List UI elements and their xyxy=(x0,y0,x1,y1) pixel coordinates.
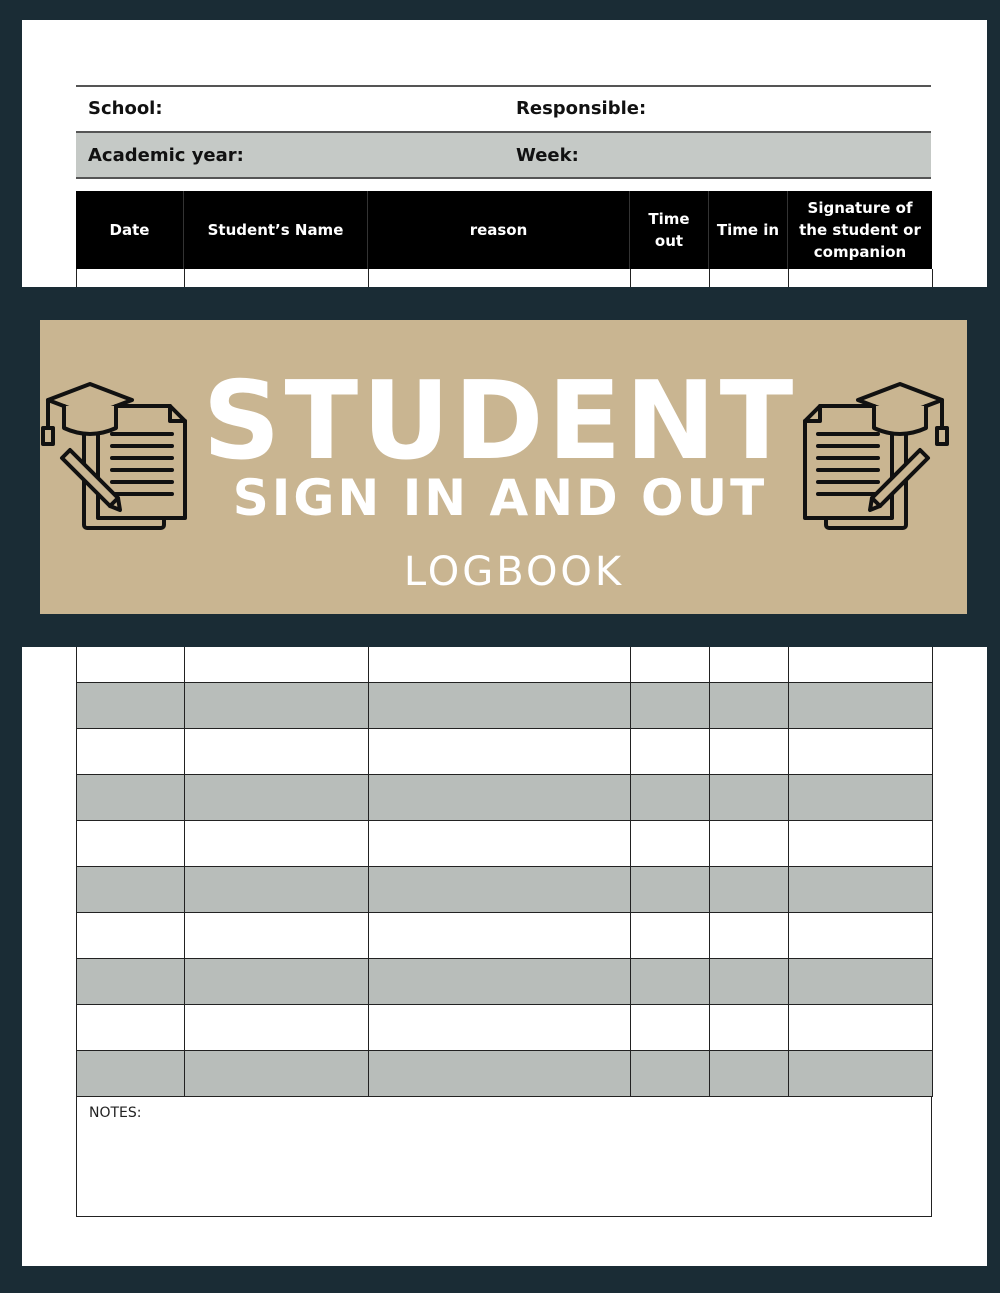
table-row xyxy=(77,821,933,867)
title-logbook: LOGBOOK xyxy=(403,549,625,595)
column-header-date: Date xyxy=(76,191,184,269)
column-header-reason: reason xyxy=(368,191,630,269)
table-row xyxy=(77,683,933,729)
column-header-time-out: Time out xyxy=(630,191,709,269)
table-row xyxy=(77,729,933,775)
table-row xyxy=(77,647,933,683)
title-student: STUDENT xyxy=(202,359,798,484)
table-row xyxy=(77,913,933,959)
column-header-signature: Signature of the student or companion xyxy=(799,199,921,261)
academic-year-row xyxy=(76,131,931,179)
notes-box xyxy=(76,1097,932,1217)
week-label: Week: xyxy=(516,144,579,166)
table-row xyxy=(77,959,933,1005)
school-label: School: xyxy=(88,98,163,119)
responsible-label: Responsible: xyxy=(516,98,647,119)
table-row xyxy=(77,1005,933,1051)
table-header xyxy=(76,191,932,269)
column-header-student-name: Student’s Name xyxy=(184,191,368,269)
column-header-time-in: Time in xyxy=(709,191,788,269)
table-body xyxy=(76,647,933,1097)
table-row xyxy=(77,775,933,821)
notes-label: NOTES: xyxy=(89,1105,142,1121)
table-row xyxy=(76,269,933,287)
academic-year-label: Academic year: xyxy=(88,144,244,166)
title-sign-in-out: SIGN IN AND OUT xyxy=(232,469,768,527)
school-row xyxy=(76,85,931,130)
table-row xyxy=(77,1051,933,1097)
table-row xyxy=(77,867,933,913)
